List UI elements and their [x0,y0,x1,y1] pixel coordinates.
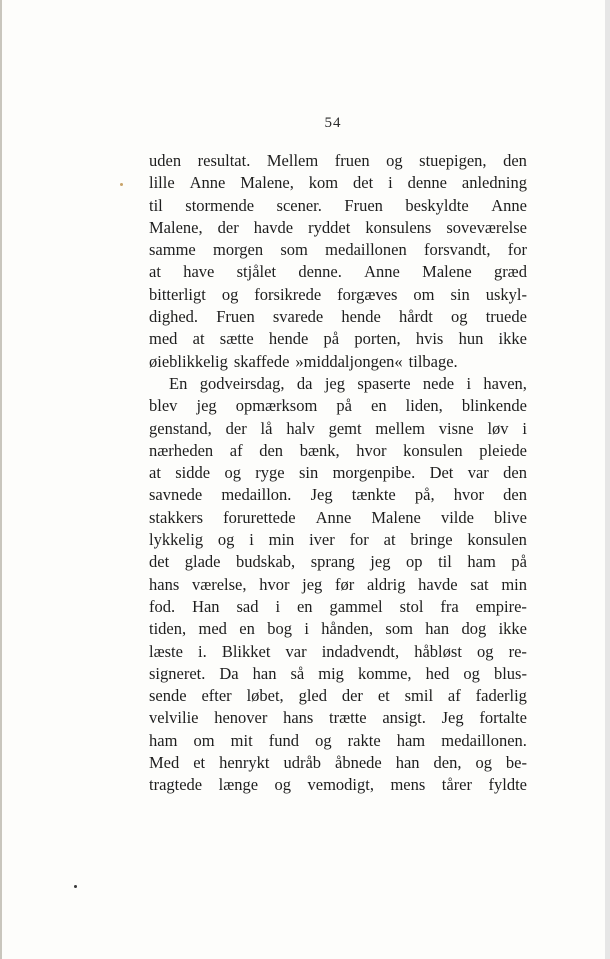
word: forsvandt, [424,240,491,260]
word: haven, [483,373,527,393]
word: før [335,574,355,594]
word: han [425,619,450,639]
text-line [149,685,527,707]
word: faderlig [475,686,527,706]
word: om [413,284,435,304]
word: hende [341,307,381,327]
word: som [280,240,308,260]
text-line [149,440,527,462]
word: Han [192,596,220,616]
word: vilde [440,507,474,527]
word: han [395,753,420,773]
word: halv [286,418,315,438]
word: Da [219,663,239,683]
text-line [149,574,527,596]
text-line [149,484,527,506]
word: bog [267,619,292,639]
word: tilbage. [408,351,458,371]
word: havde [253,217,294,237]
text-line [149,596,527,618]
word: at [149,262,161,282]
word: som [385,619,413,639]
word: gammel [329,596,383,616]
word: Fruen [344,195,383,215]
word: Mellem [266,151,319,170]
print-speck [120,183,123,186]
word: med [149,329,178,349]
word: øieblikkelig [149,351,228,371]
word: den [503,463,527,483]
word: Anne [315,507,352,527]
word: et [193,753,206,773]
word: håbløst [414,641,462,661]
word: åbnede [335,753,382,773]
word: Fruen [216,307,255,327]
text-line [149,373,527,395]
word: længe [218,775,259,795]
word: aldrig [366,574,406,594]
word: ryge [255,463,285,483]
word: fortalte [479,708,527,728]
word: i [522,418,527,438]
word: der [217,217,239,237]
word: gemt [328,418,362,438]
word: jeg [196,396,217,416]
word: den, [433,753,462,773]
word: den [503,485,527,505]
word: jeg [302,574,323,594]
word: han [252,663,277,683]
word: og [274,775,292,795]
word: bitterligt [149,284,206,304]
word: havde [418,574,458,594]
word: et [377,686,390,706]
word: og [221,284,239,304]
word: budskab, [236,552,296,572]
word: konsulen [467,530,527,550]
word: lå [260,418,273,438]
text-line [149,284,527,306]
word: hvor [356,440,387,460]
word: hårdt [398,307,433,327]
word: samme [149,240,196,260]
word: hans [149,574,180,594]
word: iver [309,530,335,550]
word: medaillonen [325,240,407,260]
text-line [149,774,527,796]
word: da [296,373,313,393]
word: lille [149,173,175,193]
word: Det [429,463,454,483]
text-line [149,641,527,663]
text-line [149,551,527,573]
word: tragtede [149,775,203,795]
word: ikke [498,329,527,349]
word: mellem [375,418,425,438]
word: det [149,552,170,572]
word: og [463,663,480,683]
word: resultat. [197,151,251,170]
word: min [501,574,527,594]
word: mens [390,775,426,795]
word: godveirsdag, [199,373,285,393]
word: ham [396,730,426,750]
word: værelse, [191,574,247,594]
word: porten, [354,329,401,349]
text-line [149,217,527,239]
word: stormende [185,195,255,215]
word: bænk, [299,440,340,460]
word: fyldte [488,775,527,795]
word: var [285,641,307,661]
word: at [149,463,161,483]
word: jeg [324,373,345,393]
word: blev [149,396,178,416]
word: stakkers [149,507,204,527]
text-line [149,150,527,172]
word: op [406,552,423,572]
word: på [511,552,527,572]
word: nede [422,373,455,393]
word: stuepigen, [419,151,487,170]
text-line [149,328,527,350]
word: i [388,173,393,193]
word: mig [318,663,344,683]
word: rakte [347,730,381,750]
word: sende [149,686,187,706]
page-number: 54 [324,115,342,131]
body-text [149,150,527,797]
word: trætte [329,708,367,728]
word: re- [508,641,527,661]
word: medaillonen. [441,730,527,750]
text-line [149,395,527,417]
word: af [229,440,243,460]
word: og [224,463,241,483]
word: gled [298,686,327,706]
word: efter [201,686,232,706]
word: uskyl- [485,284,527,304]
word: blive [494,507,527,527]
word: hvor [453,485,484,505]
word: sad [236,596,259,616]
word: velvilie [149,708,199,728]
word: i [275,596,281,616]
word: henover [214,708,268,728]
word: i [304,619,309,639]
word: Malene, [149,217,203,237]
word: løv [487,418,509,438]
word: og [386,151,403,170]
word: og [477,641,494,661]
word: indadvendt, [321,641,400,661]
word: truede [485,307,527,327]
word: sidde [175,463,211,483]
word: udråb [283,753,322,773]
word: anledning [461,173,527,193]
word: at [192,329,205,349]
word: henrykt [219,753,270,773]
text-line [149,172,527,194]
word: for [349,530,369,550]
word: Malene [371,507,421,527]
word: visne [438,418,474,438]
word: af [447,686,461,706]
word: der [341,686,363,706]
word: Malene, [240,173,294,193]
word: beskyldte [405,195,469,215]
word: nærheden [149,440,214,460]
word: tårer [441,775,473,795]
word: Anne [491,195,527,215]
text-line [149,351,527,373]
word: have [183,262,215,282]
word: be- [505,753,527,773]
text-line [149,418,527,440]
word: hånden, [321,619,374,639]
word: hun [458,329,484,349]
word: på [323,329,340,349]
word: »middaljongen« [295,351,403,371]
text-line [149,663,527,685]
text-line [149,529,527,551]
word: hvor [259,574,290,594]
word: uden [149,151,182,170]
word: så [290,663,305,683]
word: En [169,373,188,393]
word: opmærksom [235,396,318,416]
word: ikke [498,619,527,639]
text-line [149,707,527,729]
word: bringe [410,530,453,550]
word: glade [184,552,221,572]
word: græd [493,262,527,282]
word: ryddet [308,217,351,237]
word: spaserte [357,373,411,393]
word: skaffede [233,351,290,371]
word: smil [404,686,434,706]
word: sprang [310,552,355,572]
word: ansigt. [382,708,426,728]
word: fruen [334,151,370,170]
word: tænkte [351,485,396,505]
word: og [315,730,332,750]
word: den [503,151,527,170]
word: sat [470,574,489,594]
word: min [268,530,295,550]
word: sætte [219,329,254,349]
word: ham [467,552,496,572]
word: hed [425,663,450,683]
word: mit [230,730,253,750]
word: i [249,530,254,550]
word: soveværelse [446,217,527,237]
word: det [353,173,374,193]
word: signeret. [149,663,206,683]
word: Jeg [310,485,333,505]
word: og [475,753,492,773]
word: forgæves [337,284,398,304]
word: vemodigt, [307,775,374,795]
word: dog [461,619,487,639]
word: savnede [149,485,203,505]
word: var [467,463,489,483]
word: hende [268,329,309,349]
word: blus- [493,663,527,683]
word: empire- [475,596,527,616]
word: liden, [405,396,443,416]
word: Jeg [441,708,464,728]
word: svarede [272,307,324,327]
word: konsulens [365,217,432,237]
word: genstand, [149,418,212,438]
word: komme, [357,663,412,683]
word: og [451,307,468,327]
word: til [149,195,163,215]
word: forsikrede [254,284,322,304]
word: sin [298,463,319,483]
word: fod. [149,596,176,616]
text-line [149,195,527,217]
word: læste [149,641,183,661]
text-line [149,462,527,484]
text-line [149,752,527,774]
text-line [149,306,527,328]
word: i. [198,641,207,661]
word: hvis [415,329,444,349]
word: hans [283,708,314,728]
word: morgen [213,240,264,260]
word: om [193,730,215,750]
word: konsulen [403,440,463,460]
word: på, [414,485,435,505]
page-edge [605,0,610,959]
word: med [198,619,227,639]
word: Med [149,753,180,773]
word: at [383,530,396,550]
word: den [259,440,284,460]
word: denne [407,173,447,193]
text-line [149,507,527,529]
word: blinkende [461,396,527,416]
word: kom [308,173,339,193]
word: pleiede [479,440,527,460]
word: fund [268,730,300,750]
word: lykkelig [149,530,204,550]
word: ham [149,730,178,750]
word: morgenpibe. [332,463,416,483]
word: medaillon. [221,485,292,505]
text-line [149,730,527,752]
word: en [239,619,255,639]
word: Blikket [221,641,271,661]
word: stjålet [236,262,277,282]
text-line [149,261,527,283]
word: denne. [298,262,342,282]
word: Anne [189,173,226,193]
text-line [149,239,527,261]
word: for [507,240,527,260]
word: til [438,552,452,572]
word: på [336,396,352,416]
word: og [217,530,235,550]
word: fra [440,596,459,616]
word: i [466,373,472,393]
word: dighed. [149,307,199,327]
word: en [296,596,313,616]
word: løbet, [246,686,284,706]
word: scener. [276,195,322,215]
word: Anne [364,262,400,282]
word: tiden, [149,619,187,639]
word: der [225,418,247,438]
word: forurettede [223,507,296,527]
word: stol [399,596,424,616]
word: Malene [422,262,472,282]
word: sin [450,284,470,304]
word: en [371,396,387,416]
word: jeg [370,552,391,572]
print-speck [74,885,77,888]
text-line [149,618,527,640]
